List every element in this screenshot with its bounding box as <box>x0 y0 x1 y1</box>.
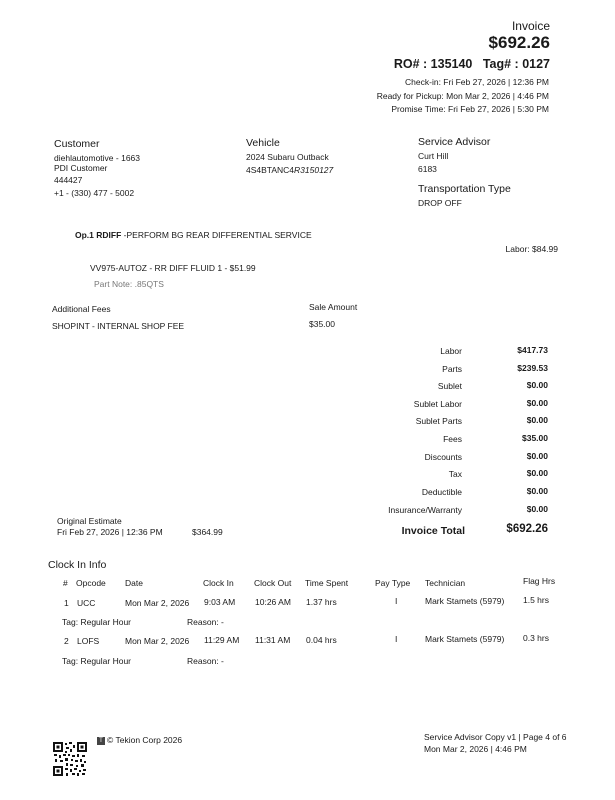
total-value-sublet: $0.00 <box>526 380 548 390</box>
invoice-total-label: Invoice Total <box>401 525 465 537</box>
clock-row1-num: 1 <box>64 598 69 608</box>
total-value-insurance: $0.00 <box>526 504 548 514</box>
clock-row1-flag: 1.5 hrs <box>523 595 549 605</box>
copyright-text: © Tekion Corp 2026 <box>107 735 183 745</box>
clock-row2-tag-label: Tag: <box>62 656 79 666</box>
clock-row1-opcode: UCC <box>77 598 96 608</box>
total-value-tax: $0.00 <box>526 468 548 478</box>
clock-row1-tag <box>62 617 131 627</box>
clock-row2-spent: 0.04 hrs <box>306 635 337 645</box>
vehicle-vin <box>246 165 333 175</box>
fee-item: SHOPINT - INTERNAL SHOP FEE <box>52 321 185 331</box>
ro-value: 135140 <box>430 57 473 71</box>
clock-row2-tag <box>62 656 131 666</box>
total-label-insurance: Insurance/Warranty <box>388 505 462 515</box>
clock-row1-reason-value: - <box>221 617 224 627</box>
clock-col-spent: Time Spent <box>305 578 349 588</box>
advisor-name: Curt Hill <box>418 151 449 161</box>
total-value-sublet-parts: $0.00 <box>526 415 548 425</box>
clock-row2-reason-value: - <box>221 656 224 666</box>
clock-row2-in: 11:29 AM <box>204 635 240 645</box>
total-value-parts: $239.53 <box>517 363 548 373</box>
operation-description: -PERFORM BG REAR DIFFERENTIAL SERVICE <box>123 230 312 240</box>
ro-tag-line <box>394 57 550 71</box>
clock-heading: Clock In Info <box>48 559 107 571</box>
footer-printed-date: Mon Mar 2, 2026 | 4:46 PM <box>424 744 527 754</box>
clock-row2-tech: Mark Stamets (5979) <box>425 634 505 644</box>
clock-row1-reason-label: Reason: <box>187 617 219 627</box>
fees-heading: Additional Fees <box>52 304 111 314</box>
clock-row2-pay: I <box>395 634 398 644</box>
clock-row2-opcode: LOFS <box>77 636 100 646</box>
total-label-discounts: Discounts <box>424 452 462 462</box>
operation-code: Op.1 RDIFF <box>75 230 122 240</box>
total-label-parts: Parts <box>442 364 462 374</box>
total-label-tax: Tax <box>448 469 462 479</box>
customer-name: diehlautomotive - 1663 <box>54 153 141 163</box>
tag-label: Tag# : <box>482 57 519 71</box>
clock-row2-reason <box>187 656 224 666</box>
total-label-deductible: Deductible <box>421 487 462 497</box>
advisor-heading: Service Advisor <box>418 136 491 148</box>
clock-row1-tag-value: Regular Hour <box>80 617 132 627</box>
total-value-discounts: $0.00 <box>526 451 548 461</box>
vehicle-heading: Vehicle <box>246 137 280 149</box>
clock-row2-tag-value: Regular Hour <box>80 656 132 666</box>
clock-col-pay: Pay Type <box>375 578 411 588</box>
vin-prefix: 4S4BTANC4 <box>246 165 295 175</box>
header-total: $692.26 <box>488 33 550 52</box>
footer-copy-info: Service Advisor Copy v1 | Page 4 of 6 <box>424 732 567 742</box>
clock-row2-num: 2 <box>64 636 69 646</box>
total-value-deductible: $0.00 <box>526 486 548 496</box>
clock-row1-pay: I <box>395 596 398 606</box>
clock-row2-reason-label: Reason: <box>187 656 219 666</box>
transport-value: DROP OFF <box>418 198 462 208</box>
clock-col-out: Clock Out <box>254 578 292 588</box>
part-note: Part Note: .85QTS <box>94 279 164 289</box>
fee-item-amount: $35.00 <box>309 319 335 329</box>
total-label-labor: Labor <box>440 346 462 356</box>
clock-col-num: # <box>63 578 68 588</box>
footer-copyright <box>97 735 182 745</box>
qr-code-icon <box>52 741 88 777</box>
estimate-date: Fri Feb 27, 2026 | 12:36 PM <box>57 527 163 537</box>
estimate-heading: Original Estimate <box>57 516 122 526</box>
operation-labor: Labor: $84.99 <box>505 244 558 254</box>
vin-suffix: R3150127 <box>294 165 334 175</box>
clock-col-in: Clock In <box>203 578 234 588</box>
operation-line <box>75 230 312 240</box>
tag-value: 0127 <box>522 57 550 71</box>
clock-row1-date: Mon Mar 2, 2026 <box>125 598 190 608</box>
estimate-amount: $364.99 <box>192 527 223 537</box>
total-label-sublet: Sublet <box>437 381 462 391</box>
checkin-time: Check-in: Fri Feb 27, 2026 | 12:36 PM <box>405 77 549 87</box>
invoice-total-value: $692.26 <box>506 523 548 535</box>
clock-row1-reason <box>187 617 224 627</box>
clock-row2-date: Mon Mar 2, 2026 <box>125 636 190 646</box>
total-label-sublet-labor: Sublet Labor <box>413 399 462 409</box>
total-label-sublet-parts: Sublet Parts <box>415 416 462 426</box>
clock-col-date: Date <box>125 578 143 588</box>
total-value-sublet-labor: $0.00 <box>526 398 548 408</box>
total-label-fees: Fees <box>443 434 462 444</box>
fees-amount-heading: Sale Amount <box>309 302 358 312</box>
clock-col-flag: Flag Hrs <box>523 576 556 586</box>
ro-label: RO# : <box>393 57 428 71</box>
clock-row2-out: 11:31 AM <box>255 635 291 645</box>
document-type: Invoice <box>511 19 550 33</box>
operation-part: VV975-AUTOZ - RR DIFF FLUID 1 - $51.99 <box>90 263 256 273</box>
total-value-labor: $417.73 <box>517 345 548 355</box>
promise-time: Promise Time: Fri Feb 27, 2026 | 5:30 PM <box>391 104 549 114</box>
customer-type: PDI Customer <box>54 163 108 173</box>
customer-number: 444427 <box>54 175 83 185</box>
clock-row1-tag-label: Tag: <box>62 617 79 627</box>
clock-col-tech: Technician <box>425 578 466 588</box>
advisor-id: 6183 <box>418 164 437 174</box>
clock-row1-tech: Mark Stamets (5979) <box>425 596 505 606</box>
total-value-fees: $35.00 <box>522 433 548 443</box>
clock-row1-in: 9:03 AM <box>204 597 236 607</box>
clock-row1-out: 10:26 AM <box>255 597 291 607</box>
tekion-logo-icon: T <box>97 737 105 745</box>
customer-phone: +1 - (330) 477 - 5002 <box>54 188 135 198</box>
vehicle-model: 2024 Subaru Outback <box>246 152 329 162</box>
clock-col-opcode: Opcode <box>76 578 106 588</box>
clock-row2-flag: 0.3 hrs <box>523 633 549 643</box>
clock-row1-spent: 1.37 hrs <box>306 597 337 607</box>
customer-heading: Customer <box>54 138 100 150</box>
transport-heading: Transportation Type <box>418 183 511 195</box>
pickup-time: Ready for Pickup: Mon Mar 2, 2026 | 4:46 PM <box>376 91 549 101</box>
